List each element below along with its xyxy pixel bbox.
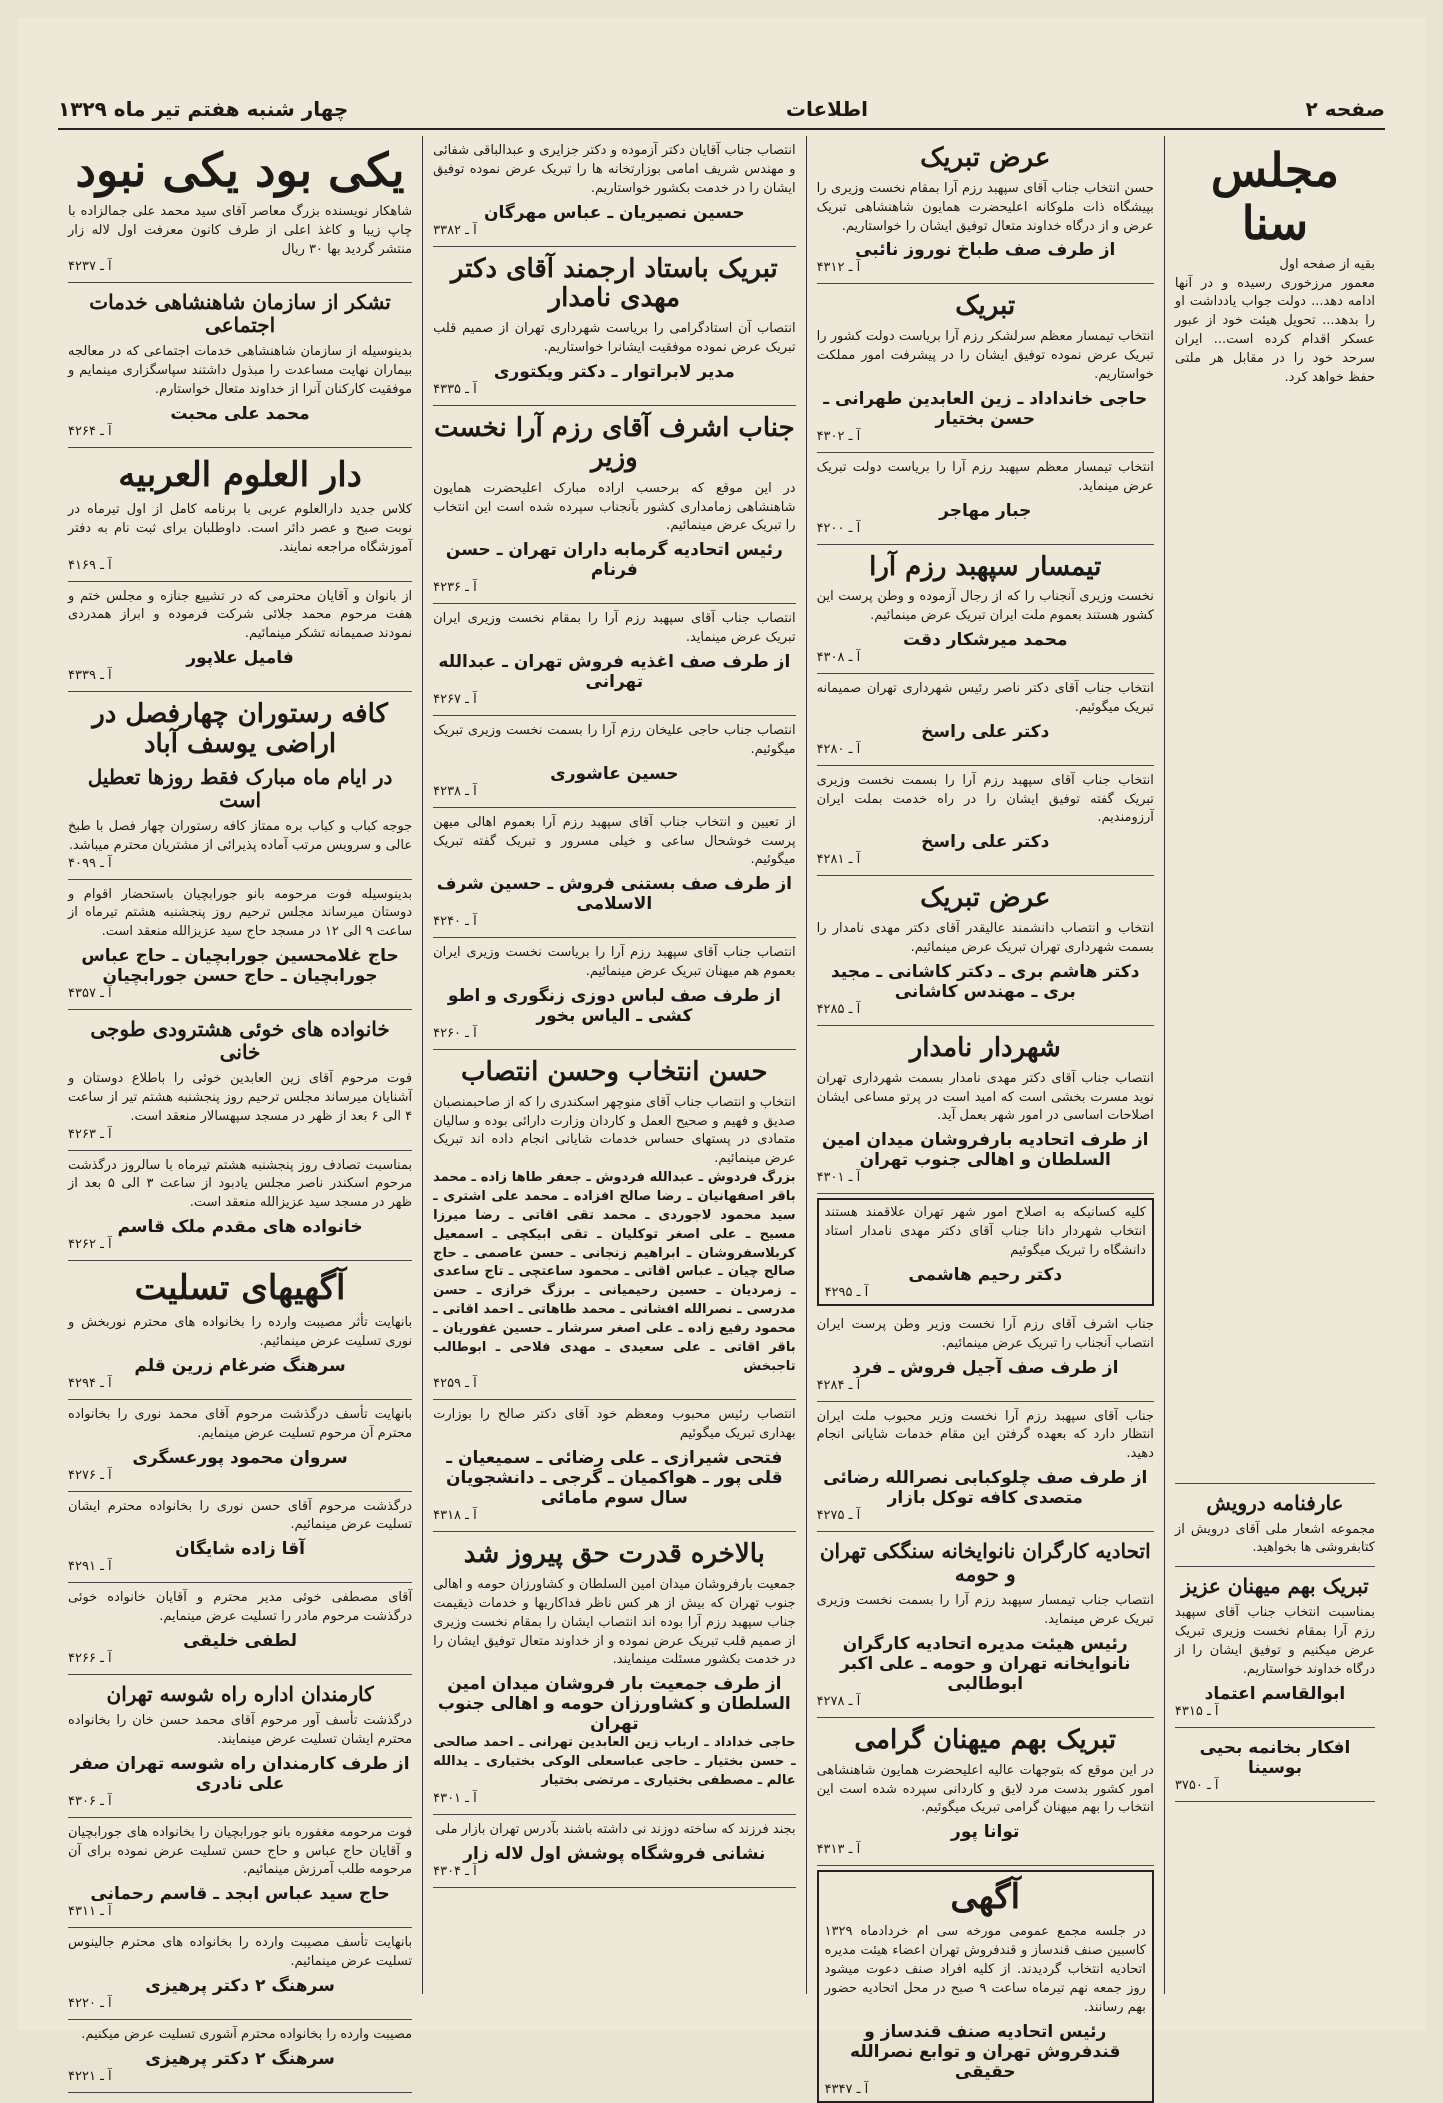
ad-signature: دکتر رحیم هاشمی bbox=[908, 1264, 1063, 1285]
ad-signature: دکتر هاشم بری ـ دکتر کاشانی ـ مجید بری ـ مهندس کاشانی bbox=[830, 961, 1140, 1002]
ad-signature: سرهنگ ۲ دکتر پرهیزی bbox=[145, 2048, 335, 2069]
ad-signature: حسین عاشوری bbox=[550, 763, 679, 784]
ad-signature: خانواده های مقدم ملک قاسم bbox=[117, 1217, 363, 1238]
ad-title: شهردار نامدار bbox=[909, 1032, 1061, 1063]
ad-signature: نشانی فروشگاه پوشش اول لاله زار bbox=[463, 1843, 766, 1864]
ad-code: آ ـ ۴۳۰۱ bbox=[816, 1170, 861, 1186]
ad-block bbox=[817, 876, 1154, 1026]
ad-code: آ ـ ۴۳۱۲ bbox=[816, 260, 861, 276]
section-title: آگهیهای تسلیت bbox=[134, 1268, 346, 1309]
senate-article bbox=[1175, 136, 1375, 1484]
ad-code: آ ـ ۳۳۸۲ bbox=[433, 222, 477, 238]
ad-body: انتصاب آن استادگرامی را بریاست شهرداری تهران از صمیم قلب تبریک عرض نموده موفقیت ایشانرا خواستاریم. bbox=[433, 321, 796, 356]
ad-body: بجند فرزند که ساخته دوزند نی داشته باشند بآدرس تهران بازار ملی bbox=[435, 1821, 796, 1837]
ad-body: فوت مرحوم آقای زین العابدین خوئی را باطلاع دوستان و آشنایان میرساند مجلس ترحیم روز پنجشنبه هشتم تیر از ساعت ۴ الی ۶ بعد از ظهر در مسجد سپهسالار منعقد است. bbox=[68, 1071, 413, 1124]
ad-title: خانواده های خوئی هشترودی طوجی خانی bbox=[90, 1017, 390, 1065]
ad-body: در جلسه مجمع عمومی مورخه سی ام خردادماه ۱۳۲۹ کاسبین صنف قندساز و قندفروش تهران اعضاء هیئت مدیره اتحادیه انتخاب گردیدند. از کلیه افراد صنف دعوت میشود روز جمعه نهم تیرماه ساعت ۹ صبح در محل اتحادیه حضور بهم رسانند. bbox=[824, 1924, 1146, 2015]
ad-signature: محمد میرشکار دقت bbox=[903, 630, 1068, 651]
greeting-body: بمناسبت انتخاب جناب آقای سپهبد رزم آرا بمقام نخست وزیری تبریک عرض میکنیم و توفیق ایشان را از درگاه خداوند خواستاریم. bbox=[1174, 1605, 1375, 1677]
ad-code: آ ـ ۴۲۷۶ bbox=[68, 1467, 112, 1483]
ad-block bbox=[817, 1402, 1154, 1533]
ad-body: انتصاب جناب آقای سپهبد رزم آرا را بریاست نخست وزیری ایران بعموم هم میهنان تبریک عرض مینمائیم. bbox=[433, 945, 796, 980]
ad-block bbox=[68, 1492, 412, 1584]
ad-block bbox=[68, 136, 412, 283]
ad-body: جناب اشرف آقای رزم آرا نخست وزیر وطن پرست ایران انتصاب آنجناب را تبریک عرض مینمائیم. bbox=[816, 1316, 1154, 1351]
ad-title: جناب اشرف آقای رزم آرا نخست وزیر bbox=[433, 413, 795, 473]
ad-body: فوت مرحومه مغفوره بانو جورابچیان را بخانواده های جورابچیان و آقایان حاج عباس و حاج حسن تسلیت عرض نموده برای آن مرحومه طلب آمرزش مینمائیم. bbox=[68, 1824, 413, 1878]
ad-code: آ ـ ۴۲۵۹ bbox=[433, 1376, 477, 1392]
greeting-title: تبریک بهم میهنان عزیز bbox=[1181, 1574, 1369, 1599]
ad-code: آ ـ ۴۲۳۸ bbox=[433, 783, 477, 799]
ad-body: انتصاب جناب آقای سپهبد رزم آرا را بمقام نخست وزیری ایران تبریک عرض مینماید. bbox=[433, 611, 796, 646]
ad-signature: دکتر علی راسخ bbox=[921, 832, 1050, 853]
ad-signature: از طرف جمعیت بار فروشان میدان امین السلطان و کشاورزان حومه و اهالی جنوب تهران bbox=[437, 1674, 791, 1735]
ad-code: آ ـ ۴۳۳۹ bbox=[68, 668, 112, 684]
ad-block bbox=[68, 448, 412, 582]
ad-block bbox=[68, 692, 412, 879]
masthead bbox=[58, 90, 1385, 130]
ad-signature: فامیل علاپور bbox=[186, 648, 294, 669]
ad-signature: دکتر علی راسخ bbox=[921, 721, 1050, 742]
ad-title: تبریک باستاد ارجمند آقای دکتر مهدی نامدار bbox=[450, 253, 778, 314]
ad-body: بانهایت تأسف درگذشت مرحوم آقای محمد نوری را بخانواده محترم آن مرحوم تسلیت عرض مینمایم. bbox=[68, 1406, 413, 1441]
ad-block bbox=[817, 1532, 1154, 1718]
ad-body: انتصاب جناب حاجی علیخان رزم آرا را بسمت نخست وزیری تبریک میگوئیم. bbox=[433, 723, 796, 757]
ad-block bbox=[433, 1532, 795, 1815]
ad-code: آ ـ ۴۳۰۲ bbox=[816, 428, 861, 444]
ad-block bbox=[817, 453, 1154, 545]
condolence-section bbox=[68, 1261, 412, 1400]
ad-code: آ ـ ۴۳۱۳ bbox=[816, 1842, 861, 1858]
ad-code: آ ـ ۴۰۹۹ bbox=[68, 855, 112, 871]
ad-body: انتصاب جناب آقای دکتر مهدی نامدار بسمت شهرداری تهران نوید مسرت بخشی است که امید است در پرتو مساعی ایشان اصلاحات اساسی در امور شهر بعمل آید. bbox=[816, 1070, 1154, 1124]
issue-date: چهار شنبه هفتم تیر ماه ۱۳۲۹ bbox=[58, 97, 349, 121]
ad-names: حاجی خداداد ـ ارباب زین العابدین تهرانی ـ احمد صالحی ـ حسن بختیار ـ حاجی عباسعلی الوکی بختیاری ـ یدالله عالم ـ مصطفی بختیاری ـ مرتضی بختیار bbox=[433, 1735, 796, 1788]
ad-block bbox=[817, 1198, 1154, 1306]
ad-block bbox=[817, 136, 1154, 284]
senate-subtitle: بقیه از صفحه اول bbox=[1279, 256, 1375, 272]
ad-code: آ ـ ۴۳۵۷ bbox=[68, 986, 112, 1002]
ad-body: انتخاب تیمسار معظم سپهبد رزم آرا را بریاست دولت تبریک عرض مینماید. bbox=[816, 459, 1154, 494]
footer-title: افکار بخانمه بحیی بوسینا bbox=[1199, 1737, 1351, 1778]
ad-code: آ ـ ۴۲۳۶ bbox=[433, 580, 477, 596]
ad-block bbox=[68, 582, 412, 693]
ad-block bbox=[817, 1310, 1154, 1402]
ad-code: آ ـ ۴۲۶۰ bbox=[433, 1025, 477, 1041]
ad-code: آ ـ ۴۳۴۷ bbox=[824, 2081, 869, 2097]
ad-title: عرض تبریک bbox=[920, 143, 1051, 173]
ad-title: تبریک بهم میهنان گرامی bbox=[854, 1724, 1117, 1755]
ad-body: بمناسبت تصادف روز پنجشنبه هشتم تیرماه با سالروز درگذشت مرحوم اسکندر ناصر مجلس یادبود از ساعت ۳ الی ۵ بعد از ظهر در مسجد سید عزیزالله منعقد است. bbox=[68, 1157, 413, 1211]
ad-signature: از طرف صف اغذیه فروش تهران ـ عبدالله تهرانی bbox=[438, 652, 791, 692]
ad-code: آ ـ ۴۳۰۶ bbox=[68, 1793, 112, 1809]
ad-body: مصیبت وارده را بخانواده محترم آشوری تسلیت عرض میکنیم. bbox=[81, 2026, 413, 2042]
ad-title: کافه رستوران چهارفصل در اراضی یوسف آباد bbox=[92, 699, 388, 759]
ad-subheadline: در ایام ماه مبارک فقط روزها تعطیل است bbox=[87, 764, 393, 812]
ad-signature: از طرف صف چلوکبابی نصرالله رضائی متصدی کافه توکل بازار bbox=[823, 1468, 1148, 1509]
ad-body: آقای مصطفی خوئی مدیر محترم و آقایان خانواده خوئی درگذشت مرحوم مادر را تسلیت عرض مینمایم. bbox=[68, 1590, 413, 1625]
ad-block bbox=[433, 808, 795, 939]
ad-signature: حاج سید عباس ابجد ـ قاسم رحمانی bbox=[90, 1884, 390, 1905]
ad-code: آ ـ ۴۲۶۶ bbox=[68, 1651, 112, 1667]
ad-signature: رئیس اتحادیه صنف قندساز و قندفروش تهران و توابع نصرالله حقیقی bbox=[850, 2021, 1121, 2082]
ad-signature: سرهنگ ۲ دکتر پرهیزی bbox=[145, 1975, 335, 1996]
ad-block bbox=[433, 716, 795, 808]
ad-signature: از طرف کارمندان راه شوسه تهران صفر علی نادری bbox=[70, 1753, 410, 1794]
ad-code: آ ـ ۴۲۸۵ bbox=[816, 1001, 861, 1017]
ad-block bbox=[68, 2020, 412, 2093]
ad-title: اتحادیه کارگران نانوایخانه سنگکی تهران و حومه bbox=[819, 1539, 1151, 1587]
ad-code: آ ـ ۴۲۶۷ bbox=[433, 692, 477, 707]
ad-body: انتصاب جناب آقایان دکتر آزموده و دکتر جزایری و عبدالباقی شفائی و مهندس شریف امامی بوزارتخانه ها را تبریک عرض نموده توفیق ایشان را در خدمت بکشور خواستاریم. bbox=[433, 143, 796, 196]
aref-ad bbox=[1175, 1484, 1375, 1568]
column-2 bbox=[806, 136, 1164, 2097]
ad-block bbox=[433, 938, 795, 1050]
greeting-signature: ابوالقاسم اعتماد bbox=[1204, 1683, 1346, 1704]
ad-code: آ ـ ۴۳۰۴ bbox=[433, 1863, 477, 1879]
ad-block bbox=[817, 284, 1154, 452]
ad-block bbox=[433, 406, 795, 604]
ad-body: انتخاب جناب آقای سپهبد رزم آرا را بسمت نخست وزیری تبریک گفته توفیق ایشان را در راه خدمت بملت ایران آرزومندیم. bbox=[816, 772, 1154, 826]
ad-names: بزرگ فردوش ـ عبدالله فردوش ـ جعفر طاها زاده ـ محمد باقر اصفهانیان ـ رضا صالح افزاده ـ محمد علی اشتری ـ سید محمود لاجوردی ـ محمد تقی اقاتی ـ رضا میرزا مسیح ـ علی اصغر توکلیان ـ تقی ابیکچی ـ اسمعیل کربلاسفروشان ـ ابراهیم زنجانی ـ حسن عاصمی ـ حاج صالح چیان ـ عباس اقاتی ـ محمود ساعتچی ـ تاج ساعدی ـ زمردیان ـ حسین رحیمیانی ـ برزگ خرازی ـ حسن مدرسی ـ نصرالله افشانی ـ محمد طاهاتی ـ احمد اقاتی ـ محمود رفیع زاده ـ علی اصغر سرشار ـ حسین غفوریان ـ باقر اقاتی ـ علی سعیدی ـ مهدی فلاحی ـ ابوطالب تاجبخش bbox=[433, 1170, 796, 1374]
ad-body: جمعیت بارفروشان میدان امین السلطان و کشاورزان حومه و اهالی جنوب تهران که بیش از هر کس ناظر فداکاریها و خدمات ذیقیمت جناب سپهبد رزم آرا بوده اند انتصاب ایشان را بمقام نخست وزیری از صمیم قلب تبریک عرض نموده و از خداوند متعال توفیق ایشان را در خدمت بکشور مسئلت مینمایند. bbox=[433, 1577, 796, 1668]
ad-block bbox=[433, 1050, 795, 1401]
ad-title: تیمسار سپهبد رزم آرا bbox=[869, 551, 1102, 582]
paper-name: اطلاعات bbox=[785, 97, 869, 121]
ad-code: آ ـ ۴۲۶۳ bbox=[68, 1126, 112, 1142]
ad-body: حسن انتخاب جناب آقای سپهبد رزم آرا بمقام نخست وزیری را بپیشگاه ذات ملوکانه اعلیحضرت همایون شاهنشاهی تبریک عرض و از درگاه خداوند متعال توفیق ایشان را خواستاریم. bbox=[816, 180, 1154, 234]
ad-block bbox=[68, 283, 412, 448]
ad-body: بدینوسیله از سازمان شاهنشاهی خدمات اجتماعی که در معالجه بیماران نهایت مساعدت را مبذول داشتند سپاسگزاری مینمایم و موفقیت کارکنان آنرا از خداوند متعال خواستارم. bbox=[68, 344, 413, 398]
ad-title: دار العلوم العربیه bbox=[118, 454, 362, 495]
ad-block bbox=[433, 1815, 795, 1888]
ad-block bbox=[68, 1400, 412, 1492]
ad-signature: محمد علی محبت bbox=[170, 403, 310, 424]
ad-body: بدینوسیله فوت مرحومه بانو جورابچیان باستحضار اقوام و دوستان میرساند مجلس ترحیم روز پنجشنبه هشتم تیرماه از ساعت ۹ الی ۱۲ در مسجد حاج سید عزیزالله منعقد است. bbox=[68, 886, 413, 940]
ad-code: آ ـ ۴۲۷۸ bbox=[816, 1693, 861, 1709]
ad-code: آ ـ ۴۲۶۲ bbox=[68, 1237, 112, 1253]
ad-body: بانهایت تأثر مصیبت وارده را بخانواده های محترم نوربخش و نوری تسلیت عرض مینمائیم. bbox=[68, 1315, 413, 1350]
ad-title: یکی بود یکی نبود bbox=[75, 143, 405, 197]
ad-signature: حاج غلامحسین جورابچیان ـ حاج عباس جورابچیان ـ حاج حسن جورابچیان bbox=[81, 946, 399, 987]
ad-body: جوجه کباب و کباب بره ممتاز کافه رستوران چهار فصل با طبخ عالی و سرویس مرتب آماده پذیرائی از مشتریان محترم میباشد. bbox=[68, 818, 413, 853]
ad-code: آ ـ ۴۲۲۰ bbox=[68, 1995, 112, 2011]
ad-code: آ ـ ۴۲۳۷ bbox=[68, 259, 112, 275]
columns bbox=[58, 136, 1385, 2097]
ad-code: آ ـ ۴۲۹۵ bbox=[824, 1284, 869, 1300]
ad-body: درگذشت تأسف آور مرحوم آقای محمد حسن خان را بخانواده محترم ایشان تسلیت عرض مینمایند. bbox=[68, 1713, 413, 1747]
ad-body: انتصاب رئیس محبوب ومعظم خود آقای دکتر صالح را بوزارت بهداری تبریک میگوئیم bbox=[433, 1407, 796, 1442]
greeting-ad bbox=[1175, 1567, 1375, 1727]
ad-signature: آقا زاده شایگان bbox=[175, 1539, 305, 1560]
ad-code: آ ـ ۴۳۱۸ bbox=[433, 1508, 477, 1524]
ad-signature: سروان محمود پورعسگری bbox=[132, 1447, 348, 1468]
column-3 bbox=[422, 136, 805, 1994]
ad-signature: سرهنگ ضرغام زرین قلم bbox=[134, 1355, 346, 1376]
ad-body: انتخاب و انتصاب جناب آقای منوچهر اسکندری را که از صاحبمنصبان صدیق و فهیم و صحیح العمل و کاردان وزارت دارائی بوده و سالیان متمادی در پستهای حساس خدمات شایانی انجام داده اند تبریک عرض مینمائیم. bbox=[433, 1094, 796, 1167]
ad-body: انتخاب تیمسار معظم سرلشکر رزم آرا بریاست دولت کشور را تبریک عرض نموده توفیق ایشان را در پیشرفت امور مملکت خواستاریم. bbox=[816, 329, 1154, 382]
ad-signature: لطفی خلیقی bbox=[183, 1631, 297, 1652]
ad-block bbox=[433, 136, 795, 247]
ad-code: آ ـ ۴۲۸۰ bbox=[816, 741, 861, 757]
ad-code: آ ـ ۴۲۹۴ bbox=[68, 1375, 112, 1391]
ad-block bbox=[817, 674, 1154, 766]
ad-code: آ ـ ۴۱۶۹ bbox=[68, 557, 112, 573]
ad-block bbox=[68, 1675, 412, 1818]
ad-code: آ ـ ۴۳۰۸ bbox=[816, 650, 861, 666]
ad-body: شاهکار نویسنده بزرگ معاصر آقای سید محمد علی جمالزاده با چاپ زیبا و کاغذ اعلی از طرف کانون معرفت اول لاله زار منتشر گردید بها ۳۰ ریال bbox=[68, 203, 413, 257]
ad-body: کلاس جدید دارالعلوم عربی با برنامه کامل از اول تیرماه در نوبت صبح و عصر دائر است. داوطلبان برای ثبت نام به دفتر آموزشگاه مراجعه نمایند. bbox=[68, 502, 413, 555]
ad-block bbox=[817, 1026, 1154, 1194]
ad-code: آ ـ ۴۲۶۴ bbox=[68, 423, 112, 439]
ad-code: آ ـ ۴۲۴۰ bbox=[433, 914, 477, 930]
ad-block bbox=[68, 1928, 412, 2020]
ad-signature: حسین نصیریان ـ عباس مهرگان bbox=[483, 202, 745, 223]
senate-title: مجلس سنا bbox=[1210, 143, 1340, 250]
ad-block bbox=[68, 1818, 412, 1929]
ad-block bbox=[817, 766, 1154, 877]
ad-body: در این موقع که بتوجهات عالیه اعلیحضرت همایون شاهنشاهی امور کشور بدست مرد لایق و کاردانی سپرده شده است این انتخاب را بهم میهنان گرامی تبریک میگوئیم. bbox=[816, 1762, 1154, 1816]
ad-body: از تعیین و انتخاب جناب آقای سپهبد رزم آرا بعموم اهالی میهن پرست خوشحال ساعی و خیلی مسرور و تبریک گفته تبریک میگوئیم. bbox=[433, 814, 796, 868]
ad-block bbox=[817, 545, 1154, 675]
ad-signature: حاجی خانداداد ـ زین العابدین طهرانی ـ حسن بختیار bbox=[823, 388, 1148, 429]
ad-block bbox=[433, 247, 795, 406]
ad-signature: مدیر لابراتوار ـ دکتر ویکتوری bbox=[493, 362, 735, 382]
ad-block bbox=[817, 1718, 1154, 1866]
column-4 bbox=[58, 136, 422, 2084]
ad-body: نخست وزیری آنجناب را که از رجال آزموده و وطن پرست این کشور هستند بعموم ملت ایران تبریک عرض مینمائیم. bbox=[816, 589, 1154, 624]
ad-signature: توانا پور bbox=[951, 1822, 1020, 1843]
ad-title: تبریک bbox=[955, 291, 1016, 322]
ad-block bbox=[68, 1010, 412, 1151]
ad-body: انتخاب جناب آقای دکتر ناصر رئیس شهرداری تهران صمیمانه تبریک میگوئیم. bbox=[816, 681, 1154, 715]
ad-signature: از طرف صف لباس دوزی زنگوری و اطو کشی ـ الیاس بخور bbox=[447, 985, 781, 1026]
newspaper-page bbox=[18, 18, 1425, 2097]
footer-ad bbox=[1175, 1728, 1375, 1802]
greeting-code: آ ـ ۴۳۱۵ bbox=[1174, 1703, 1219, 1719]
footer-code: آ ـ ۳۷۵۰ bbox=[1174, 1777, 1219, 1793]
ad-body: بانهایت تأسف مصیبت وارده را بخانواده های محترم جالینوس تسلیت عرض مینمائیم. bbox=[68, 1935, 413, 1970]
ad-signature: از طرف صف آجیل فروش ـ فرد bbox=[852, 1357, 1119, 1378]
ad-code: آ ـ ۴۲۸۴ bbox=[816, 1377, 861, 1393]
ad-body: کلیه کسانیکه به اصلاح امور شهر تهران علاقمند هستند انتخاب شهردار دانا جناب آقای دکتر مهدی نامدار استاد دانشگاه را تبریک میگوئیم bbox=[824, 1205, 1146, 1259]
ad-code: آ ـ ۴۲۲۱ bbox=[68, 2068, 112, 2084]
ad-block bbox=[68, 880, 412, 1011]
senate-body: معمور مرزخوری رسیده و در آنها ادامه دهد... دولت جواب یادداشت او را بدهد... تحویل هیئت خود از عبور عسکر اقدام کرده است... ایران سرحد خود را در مقابل هر ملتی حفظ خواهد کرد. bbox=[1174, 275, 1375, 385]
ad-code: آ ـ ۴۲۷۵ bbox=[816, 1508, 861, 1524]
ad-title: بالاخره قدرت حق پیروز شد bbox=[463, 1539, 765, 1570]
ad-block bbox=[68, 1583, 412, 1675]
ad-signature: از طرف صف طباخ نوروز نائبی bbox=[855, 240, 1116, 261]
ad-title: آگهی bbox=[950, 1877, 1021, 1918]
ad-code: آ ـ ۴۲۸۱ bbox=[816, 852, 861, 868]
ad-body: از بانوان و آقایان محترمی که در تشییع جنازه و مجلس ختم و هفت مرحوم محمد جلائی شرکت فرموده و ابراز همدردی نمودند صمیمانه تشکر مینمائیم. bbox=[68, 588, 413, 642]
ad-title: کارمندان اداره راه شوسه تهران bbox=[106, 1682, 374, 1707]
ad-signature: فتحی شیرازی ـ علی رضائی ـ سمیعیان ـ قلی پور ـ هواکمیان ـ گرجی ـ دانشجویان سال سوم مامائی bbox=[446, 1448, 783, 1509]
ad-signature: رئیس اتحادیه گرمابه داران تهران ـ حسن فرنام bbox=[445, 540, 783, 581]
aref-body: مجموعه اشعار ملی آقای درویش از کتابفروشی ها بخواهید. bbox=[1174, 1521, 1375, 1556]
ad-body: در این موقع که برحسب اراده مبارک اعلیحضرت همایون شاهنشاهی زمامداری کشور بآنجناب سپرده شده است این انتخاب را تبریک عرض مینمائیم. bbox=[433, 480, 796, 534]
ad-title: تشکر از سازمان شاهنشاهی خدمات اجتماعی bbox=[89, 290, 391, 338]
ad-body: انتصاب جناب تیمسار سپهبد رزم آرا را بسمت نخست وزیری تبریک عرض مینماید. bbox=[816, 1593, 1154, 1627]
ad-signature: جبار مهاجر bbox=[939, 500, 1032, 521]
ad-code: آ ـ ۴۲۰۰ bbox=[816, 520, 861, 536]
ad-block bbox=[433, 604, 795, 716]
page-number: صفحه ۲ bbox=[1305, 97, 1385, 121]
ad-code: آ ـ ۴۳۳۵ bbox=[433, 382, 477, 397]
column-senate bbox=[1164, 136, 1385, 1994]
ad-code: آ ـ ۴۳۰۱ bbox=[433, 1790, 477, 1806]
ad-body: جناب آقای سپهبد رزم آرا نخست وزیر محبوب ملت ایران انتظار دارد که بعهده گرفتن این مقام خدمات شایانی انجام دهید. bbox=[816, 1408, 1154, 1462]
ad-title: عرض تبریک bbox=[920, 883, 1051, 914]
ad-body: درگذشت مرحوم آقای حسن نوری را بخانواده محترم ایشان تسلیت عرض مینمائیم. bbox=[68, 1498, 413, 1533]
ad-code: آ ـ ۴۳۱۱ bbox=[68, 1904, 112, 1920]
ad-block bbox=[433, 1400, 795, 1532]
ad-block bbox=[68, 1151, 412, 1262]
aref-title: عارفنامه درویش bbox=[1206, 1490, 1344, 1515]
ad-block bbox=[817, 1870, 1154, 2102]
ad-code: آ ـ ۴۲۹۱ bbox=[68, 1559, 112, 1575]
ad-signature: از طرف صف بستنی فروش ـ حسین شرف الاسلامی bbox=[436, 874, 792, 915]
ad-body: انتخاب و انتصاب دانشمند عالیقدر آقای دکتر مهدی نامدار را بسمت شهرداری تهران تبریک عرض مینمائیم. bbox=[816, 921, 1154, 956]
ad-signature: از طرف اتحادیه بارفروشان میدان امین السلطان و اهالی جنوب تهران bbox=[822, 1130, 1149, 1171]
ad-title: حسن انتخاب وحسن انتصاب bbox=[461, 1056, 768, 1087]
ad-signature: رئیس هیئت مدیره اتحادیه کارگران نانوایخانه تهران و حومه ـ علی اکبر ابوطالبی bbox=[840, 1633, 1131, 1694]
